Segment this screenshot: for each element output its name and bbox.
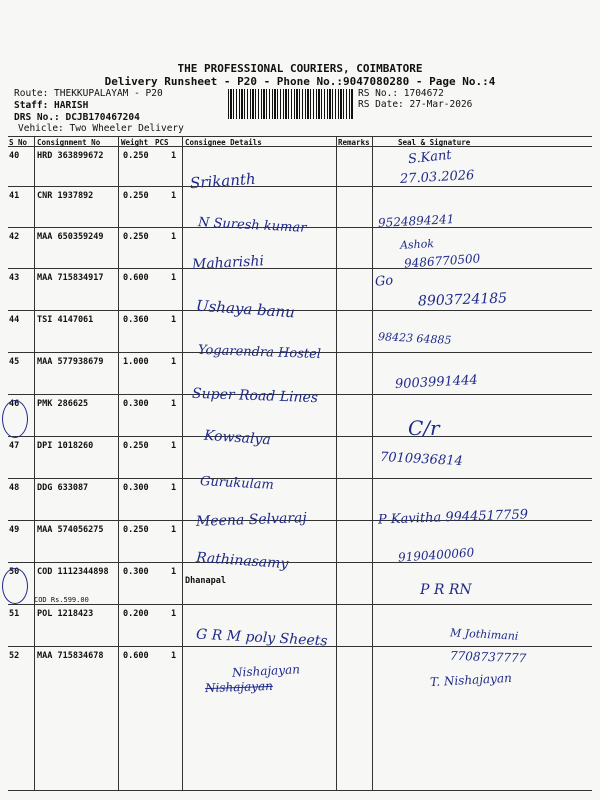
- col-header-signature: Seal & Signature: [398, 138, 471, 147]
- row-weight: 0.300: [123, 399, 149, 409]
- signature-scribble: C/r: [408, 416, 440, 440]
- company-title: THE PROFESSIONAL COURIERS, COIMBATORE: [177, 62, 423, 75]
- row-sno: 49: [9, 525, 20, 535]
- handwritten-name: N Suresh kumar: [197, 215, 307, 236]
- row-divider: [8, 562, 592, 563]
- row-weight: 0.250: [123, 525, 149, 535]
- handwritten-name: Rathinasamy: [195, 549, 289, 573]
- row-pcs: 1: [171, 315, 177, 325]
- handwritten-name: Srikanth: [189, 169, 257, 193]
- row-consignment-no: COD 1112344898: [37, 567, 109, 577]
- table-top-rule: [8, 136, 592, 137]
- handwritten-name: Meena Selvaraj: [195, 510, 307, 530]
- row-sno: 47: [9, 441, 20, 451]
- signature-phone: 9190400060: [397, 545, 475, 565]
- signature-name: T. Nishajayan: [429, 670, 513, 690]
- signature-phone: 98423 64885: [377, 330, 452, 347]
- handwritten-name: Yogarendra Hostel: [197, 342, 322, 363]
- row-pcs: 1: [171, 609, 177, 619]
- handwritten-name: G R M poly Sheets: [195, 626, 328, 650]
- row-weight: 0.250: [123, 151, 149, 161]
- row-sno: 50: [9, 567, 20, 577]
- runsheet-title: Delivery Runsheet - P20 - Phone No.:9047080280 - Page No.:4: [104, 75, 496, 88]
- row-consignment-no: DPI 1018260: [37, 441, 94, 451]
- row-pcs: 1: [171, 567, 177, 577]
- table-bottom-rule: [8, 790, 592, 791]
- col-header-pcs: PCS: [155, 138, 169, 147]
- handwritten-name: Maharishi: [191, 253, 265, 273]
- column-rule: [118, 136, 119, 790]
- row-sno: 44: [9, 315, 20, 325]
- handwritten-name: Kowsalya: [203, 427, 272, 449]
- row-consignment-no: CNR 1937892: [37, 191, 94, 201]
- signature-phone: 9486770500: [403, 251, 481, 271]
- vehicle-label: Vehicle: Two Wheeler Delivery: [18, 123, 184, 134]
- col-header-weight: Weight: [121, 138, 149, 147]
- cod-amount: COD Rs.599.00: [34, 596, 89, 604]
- row-consignment-no: MAA 715834917: [37, 273, 104, 283]
- row-pcs: 1: [171, 651, 177, 661]
- row-weight: 0.250: [123, 441, 149, 451]
- row-weight: 0.200: [123, 609, 149, 619]
- consignee-name: Dhanapal: [185, 576, 226, 586]
- row-pcs: 1: [171, 357, 177, 367]
- row-consignment-no: MAA 574056275: [37, 525, 104, 535]
- row-consignment-no: PMK 286625: [37, 399, 89, 409]
- column-rule: [336, 136, 337, 790]
- handwritten-name: Gurukulam: [199, 474, 275, 493]
- signature-name: M Jothimani: [449, 626, 519, 643]
- handwritten-name: Nishajayan: [231, 662, 301, 680]
- signature-phone: P Kavitha 9944517759: [377, 507, 529, 528]
- row-pcs: 1: [171, 151, 177, 161]
- row-sno: 52: [9, 651, 20, 661]
- row-weight: 0.360: [123, 315, 149, 325]
- route-label: Route: THEKKUPALAYAM - P20: [14, 88, 163, 99]
- signature-phone: 9524894241: [377, 212, 455, 230]
- row-weight: 0.250: [123, 191, 149, 201]
- signature-scribble: P R RN: [420, 582, 472, 598]
- rs-date: RS Date: 27-Mar-2026: [358, 99, 473, 110]
- row-divider: [8, 604, 592, 605]
- row-consignment-no: HRD 363899672: [37, 151, 104, 161]
- row-sno: 51: [9, 609, 20, 619]
- row-weight: 0.250: [123, 232, 149, 242]
- row-sno: 42: [9, 232, 20, 242]
- row-sno: 41: [9, 191, 20, 201]
- staff-label: Staff: HARISH: [14, 100, 89, 111]
- handwritten-name: Ushaya banu: [195, 296, 296, 322]
- row-marker-circle: [2, 568, 28, 604]
- signature-phone: 9003991444: [394, 372, 479, 393]
- col-header-sno: S No: [9, 138, 28, 147]
- signature-scribble: Ashok: [399, 237, 435, 252]
- row-pcs: 1: [171, 525, 177, 535]
- row-sno: 46: [9, 399, 20, 409]
- signature-scribble: Go: [374, 273, 394, 290]
- signature-phone: 8903724185: [417, 290, 508, 310]
- row-divider: [8, 478, 592, 479]
- signature-scribble: S.Kant: [407, 147, 453, 168]
- row-divider: [8, 268, 592, 269]
- signature-phone: 7708737777: [449, 648, 527, 666]
- drs-number: DRS No.: DCJB170467204: [14, 112, 140, 123]
- row-consignment-no: DDG 633087: [37, 483, 89, 493]
- row-pcs: 1: [171, 441, 177, 451]
- rs-number: RS No.: 1704672: [358, 88, 444, 99]
- row-sno: 43: [9, 273, 20, 283]
- row-consignment-no: TSI 4147061: [37, 315, 94, 325]
- row-pcs: 1: [171, 483, 177, 493]
- handwritten-name-struck: Nishajayan: [204, 678, 274, 696]
- column-rule: [372, 136, 373, 790]
- handwritten-name: Super Road Lines: [191, 385, 319, 407]
- column-rule: [182, 136, 183, 790]
- row-consignment-no: MAA 577938679: [37, 357, 104, 367]
- column-rule: [34, 136, 35, 790]
- row-sno: 48: [9, 483, 20, 493]
- row-weight: 1.000: [123, 357, 149, 367]
- row-pcs: 1: [171, 399, 177, 409]
- row-sno: 40: [9, 151, 20, 161]
- row-consignment-no: MAA 650359249: [37, 232, 104, 242]
- row-weight: 0.600: [123, 273, 149, 283]
- row-divider: [8, 436, 592, 437]
- row-sno: 45: [9, 357, 20, 367]
- row-divider: [8, 310, 592, 311]
- row-weight: 0.300: [123, 567, 149, 577]
- col-header-consignee: Consignee Details: [185, 138, 262, 147]
- row-divider: [8, 186, 592, 187]
- row-weight: 0.600: [123, 651, 149, 661]
- row-pcs: 1: [171, 191, 177, 201]
- barcode-image: [228, 89, 354, 119]
- signature-phone: 7010936814: [379, 449, 464, 470]
- col-header-consignment: Consignment No: [37, 138, 101, 147]
- row-pcs: 1: [171, 273, 177, 283]
- row-pcs: 1: [171, 232, 177, 242]
- signature-date: 27.03.2026: [399, 168, 475, 187]
- row-consignment-no: POL 1218423: [37, 609, 94, 619]
- col-header-remarks: Remarks: [338, 138, 370, 147]
- row-marker-circle: [2, 400, 28, 438]
- row-weight: 0.300: [123, 483, 149, 493]
- row-consignment-no: MAA 715834678: [37, 651, 104, 661]
